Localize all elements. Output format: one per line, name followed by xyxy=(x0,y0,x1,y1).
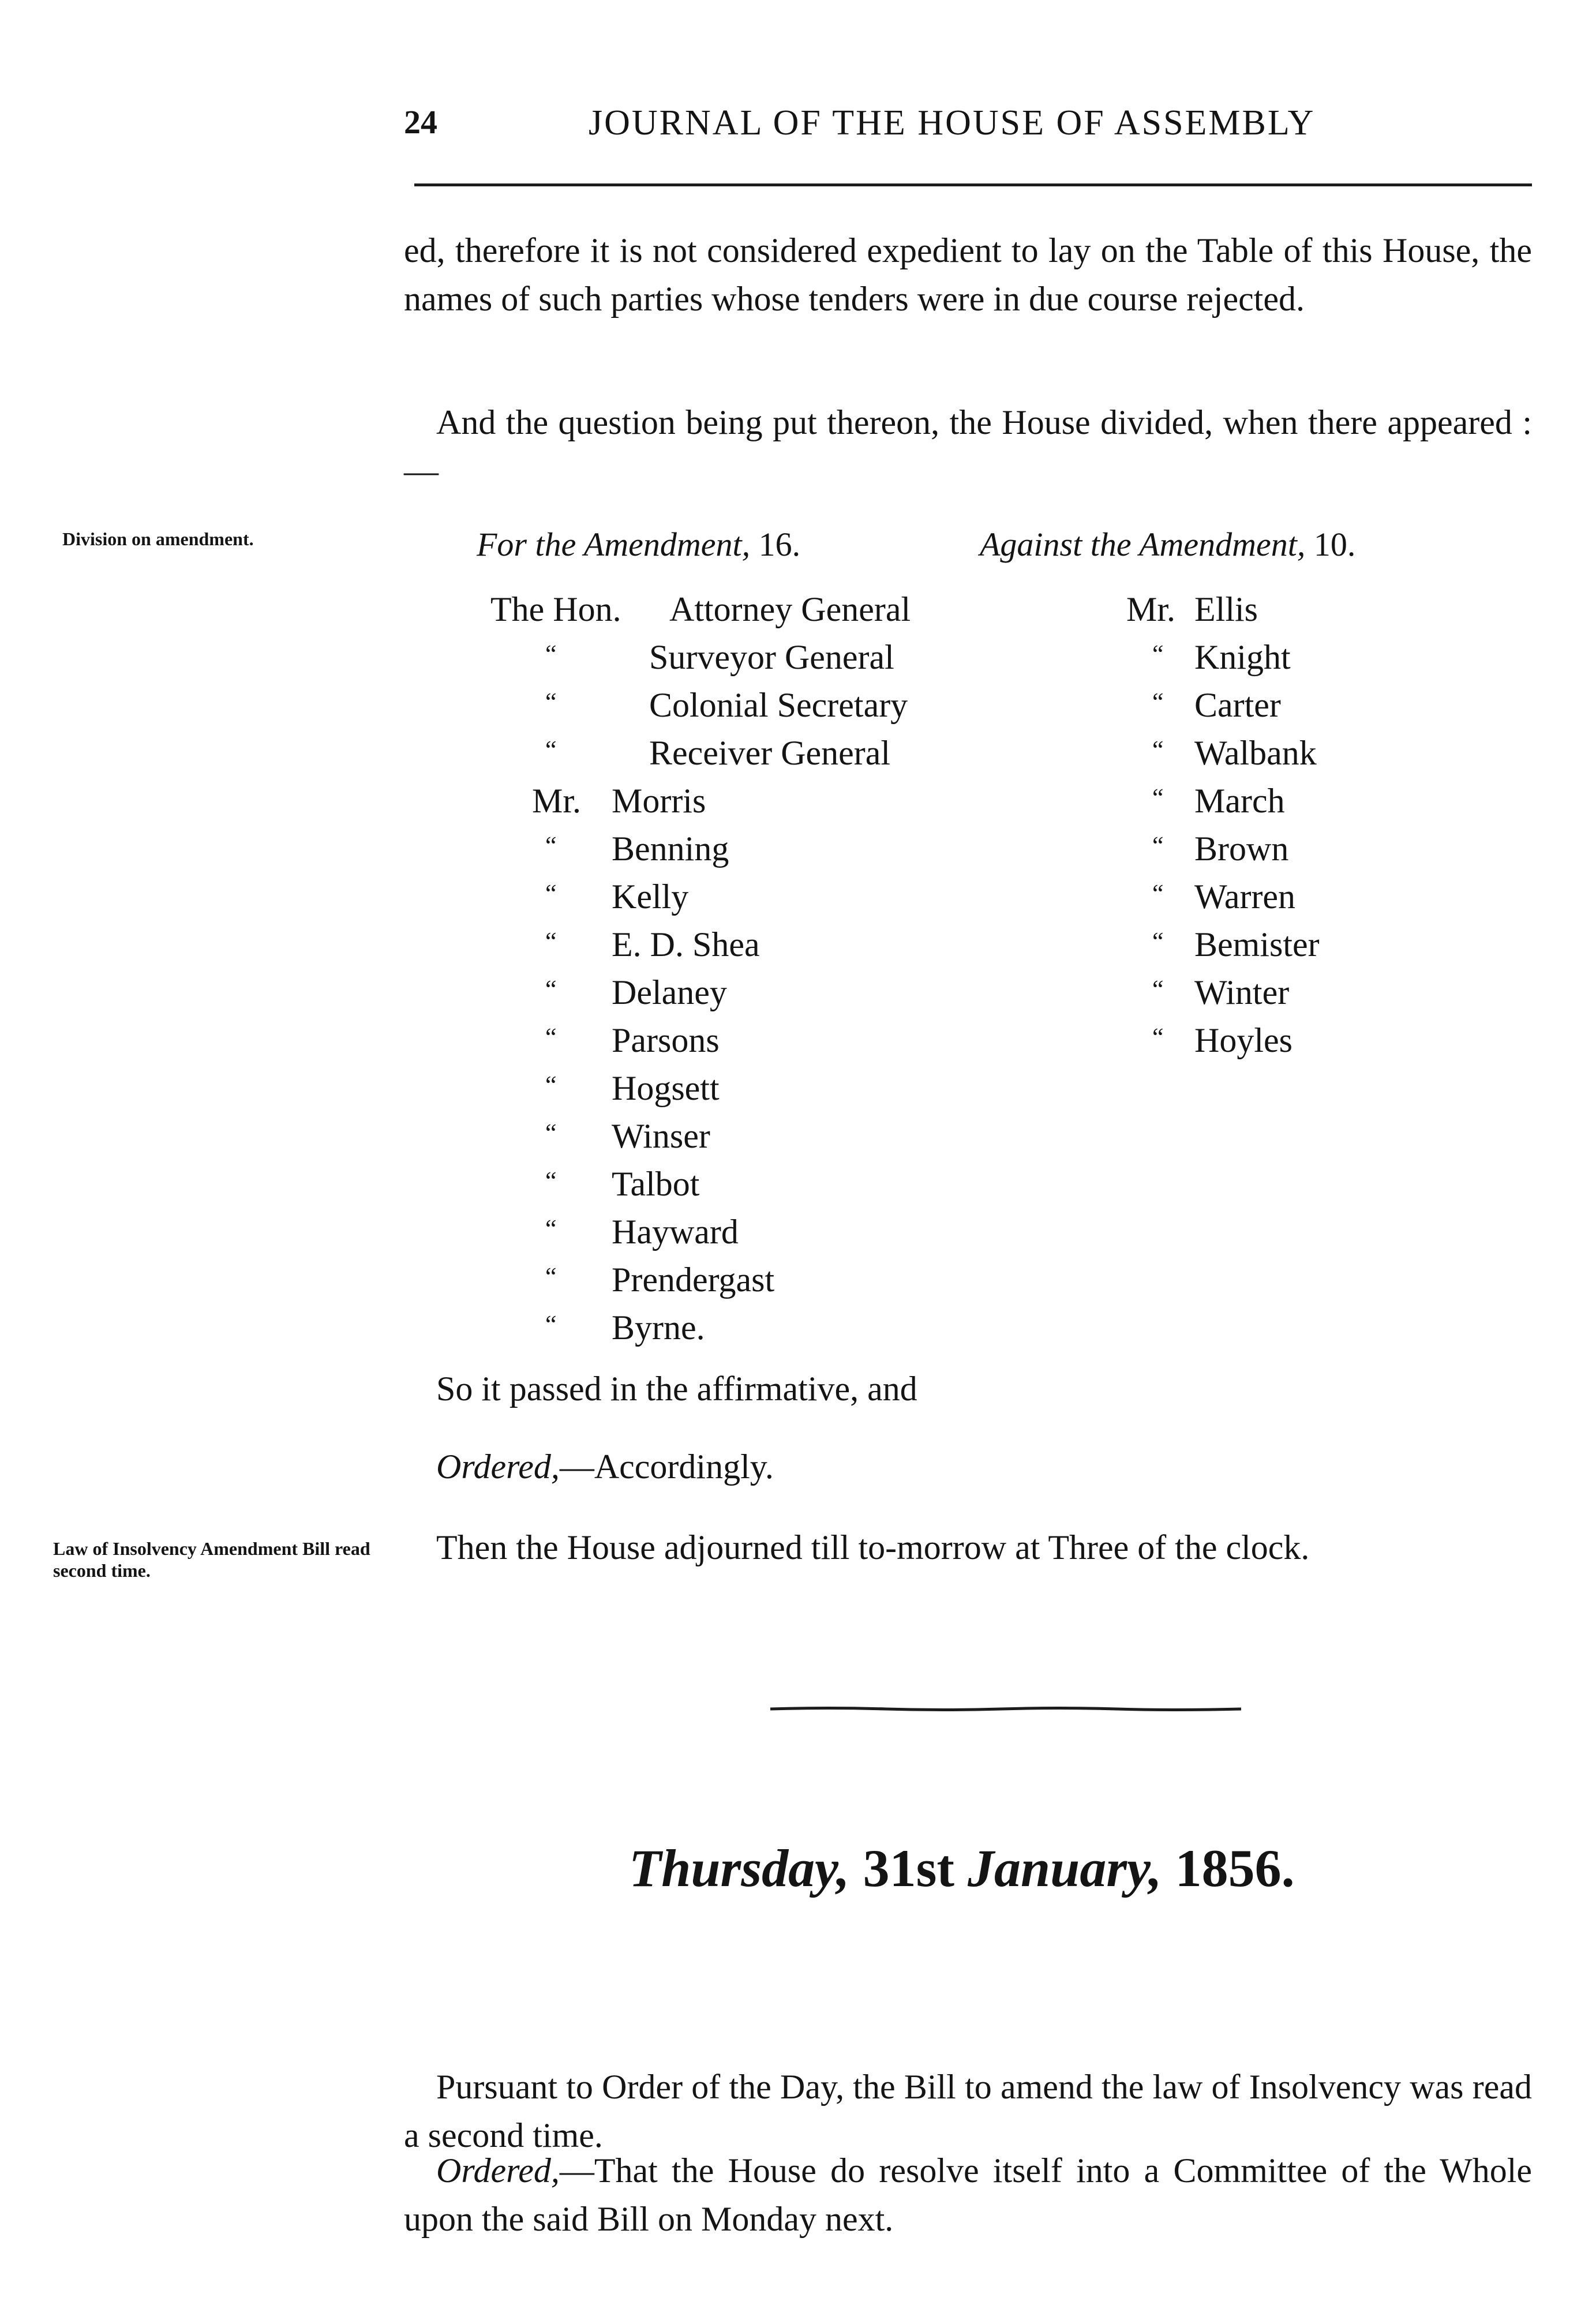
member-name: Hayward xyxy=(612,1213,739,1251)
member-name: March xyxy=(1194,782,1285,820)
member-name: Byrne. xyxy=(612,1309,705,1347)
ditto-mark: “ xyxy=(1152,831,1164,860)
ditto-mark: “ xyxy=(545,1071,557,1099)
margin-note-insolvency: Law of Insolvency Amendment Bill read second time. xyxy=(53,1538,370,1581)
member-prefix: Mr. xyxy=(532,782,582,820)
paragraph-ordered-accordingly xyxy=(436,1442,774,1491)
member-name: Benning xyxy=(612,830,729,868)
ditto-mark: “ xyxy=(545,688,557,716)
member-prefix: The Hon. xyxy=(490,590,621,628)
date-heading xyxy=(629,1838,1295,1899)
ditto-mark: “ xyxy=(545,640,557,668)
ditto-mark: “ xyxy=(545,1310,557,1339)
against-heading-label: Against the Amendment, xyxy=(980,526,1306,563)
paragraph-adjourned: Then the House adjourned till to-morrow at Three of the clock. xyxy=(436,1528,1310,1566)
ditto-mark: “ xyxy=(1152,975,1164,1003)
member-name: Winter xyxy=(1194,973,1290,1011)
member-name: Attorney General xyxy=(669,590,911,628)
ordered-label: Ordered, xyxy=(436,1448,560,1486)
margin-note-division: Division on amendment. xyxy=(62,528,254,549)
ordered-text: —Accordingly. xyxy=(559,1448,774,1486)
ditto-mark: “ xyxy=(1152,927,1164,955)
question-text: And the question being put thereon, the House divided, when there appeared :— xyxy=(404,403,1532,490)
ditto-mark: “ xyxy=(1152,1023,1164,1051)
member-name: E. D. Shea xyxy=(612,925,760,964)
date-month: January, xyxy=(968,1839,1162,1898)
ditto-mark: “ xyxy=(545,1119,557,1147)
ditto-mark: “ xyxy=(545,736,557,764)
ditto-mark: “ xyxy=(545,879,557,908)
member-name: Winser xyxy=(612,1117,710,1155)
for-heading xyxy=(477,525,800,564)
page-header xyxy=(404,103,1532,149)
member-name: Morris xyxy=(612,782,706,820)
header-rule xyxy=(414,183,1532,186)
paragraph-continuation: ed, therefore it is not considered expedient to lay on the Table of this House, the names of such parties whose tenders were in due course rejected. xyxy=(404,231,1532,318)
member-name: Warren xyxy=(1194,878,1296,916)
ordered-label-2: Ordered, xyxy=(436,2151,560,2190)
ditto-mark: “ xyxy=(545,1167,557,1195)
paragraph-insolvency-bill xyxy=(404,2063,1532,2160)
committee-text: —That the House do resolve itself into a Committee of the Whole upon the said Bill on Monday next. xyxy=(404,2151,1532,2238)
member-name: Knight xyxy=(1194,638,1291,676)
member-name: Talbot xyxy=(612,1165,700,1203)
section-divider xyxy=(770,1707,1241,1711)
member-name: Walbank xyxy=(1194,734,1317,772)
ditto-mark: “ xyxy=(545,1023,557,1051)
member-name: Colonial Secretary xyxy=(649,686,908,724)
paragraph-affirmative: So it passed in the affirmative, and xyxy=(436,1370,917,1408)
member-name: Surveyor General xyxy=(649,638,894,676)
for-count: 16. xyxy=(758,526,801,563)
date-number: 31st xyxy=(863,1839,955,1898)
member-name: Brown xyxy=(1194,830,1289,868)
member-name: Delaney xyxy=(612,973,727,1011)
date-year: 1856. xyxy=(1175,1839,1295,1898)
ditto-mark: “ xyxy=(545,1262,557,1291)
page-number: 24 xyxy=(404,103,437,141)
ditto-mark: “ xyxy=(1152,736,1164,764)
member-name: Receiver General xyxy=(649,734,891,772)
ditto-mark: “ xyxy=(1152,879,1164,908)
member-name: Prendergast xyxy=(612,1261,775,1299)
ditto-mark: “ xyxy=(1152,784,1164,812)
ditto-mark: “ xyxy=(545,1215,557,1243)
ditto-mark: “ xyxy=(1152,688,1164,716)
member-name: Hogsett xyxy=(612,1069,720,1107)
against-count: 10. xyxy=(1313,526,1356,563)
ditto-mark: “ xyxy=(545,831,557,860)
paragraph-question xyxy=(404,398,1532,495)
ditto-mark: “ xyxy=(545,975,557,1003)
member-name: Hoyles xyxy=(1194,1021,1292,1059)
member-name: Ellis xyxy=(1194,590,1258,628)
member-name: Bemister xyxy=(1194,925,1320,964)
insolvency-text: Pursuant to Order of the Day, the Bill to amend the law of Insolvency was read a second time. xyxy=(404,2068,1532,2154)
for-heading-label: For the Amendment, xyxy=(477,526,751,563)
member-name: Carter xyxy=(1194,686,1281,724)
ditto-mark: “ xyxy=(545,927,557,955)
member-name: Kelly xyxy=(612,878,689,916)
against-heading xyxy=(980,525,1355,564)
member-prefix: Mr. xyxy=(1126,590,1176,628)
running-title: JOURNAL OF THE HOUSE OF ASSEMBLY xyxy=(589,103,1316,143)
member-name: Parsons xyxy=(612,1021,720,1059)
ditto-mark: “ xyxy=(1152,640,1164,668)
paragraph-ordered-committee xyxy=(404,2146,1532,2243)
date-day: Thursday, xyxy=(629,1839,850,1898)
